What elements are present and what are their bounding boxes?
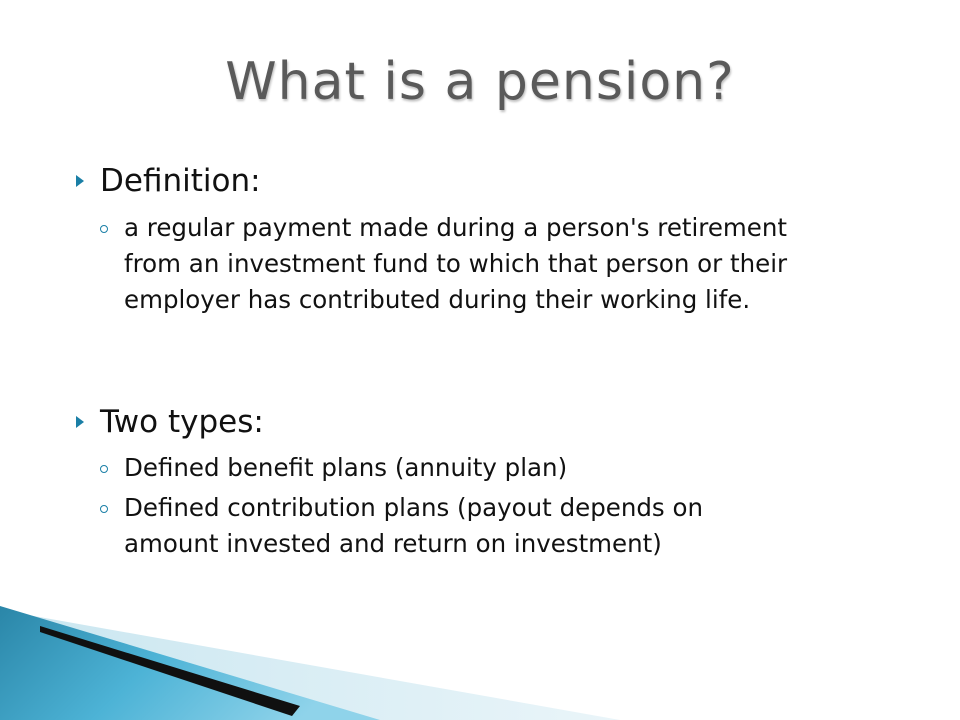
types-heading: Two types: <box>100 404 264 440</box>
type-1-text: Defined benefit plans (annuity plan) <box>124 453 568 482</box>
type-2-text: Defined contribution plans (payout depends on amount invested and return on investment) <box>124 493 703 558</box>
types-list <box>100 450 800 562</box>
list-item <box>100 490 800 562</box>
definition-heading-row <box>72 163 261 199</box>
list-item <box>100 450 800 486</box>
circle-bullet-icon <box>100 465 108 473</box>
types-heading-row <box>72 404 264 440</box>
arrow-bullet-icon <box>76 416 84 428</box>
arrow-bullet-icon <box>76 175 84 187</box>
circle-bullet-icon <box>100 225 108 233</box>
definition-heading: Definition: <box>100 163 261 199</box>
definition-text: a regular payment made during a person's retirement from an investment fund to which that person or their employer has contributed during their working life. <box>124 213 788 314</box>
definition-list <box>100 210 800 318</box>
circle-bullet-icon <box>100 505 108 513</box>
slide-title: What is a pension? <box>225 52 735 112</box>
list-item <box>100 210 800 318</box>
